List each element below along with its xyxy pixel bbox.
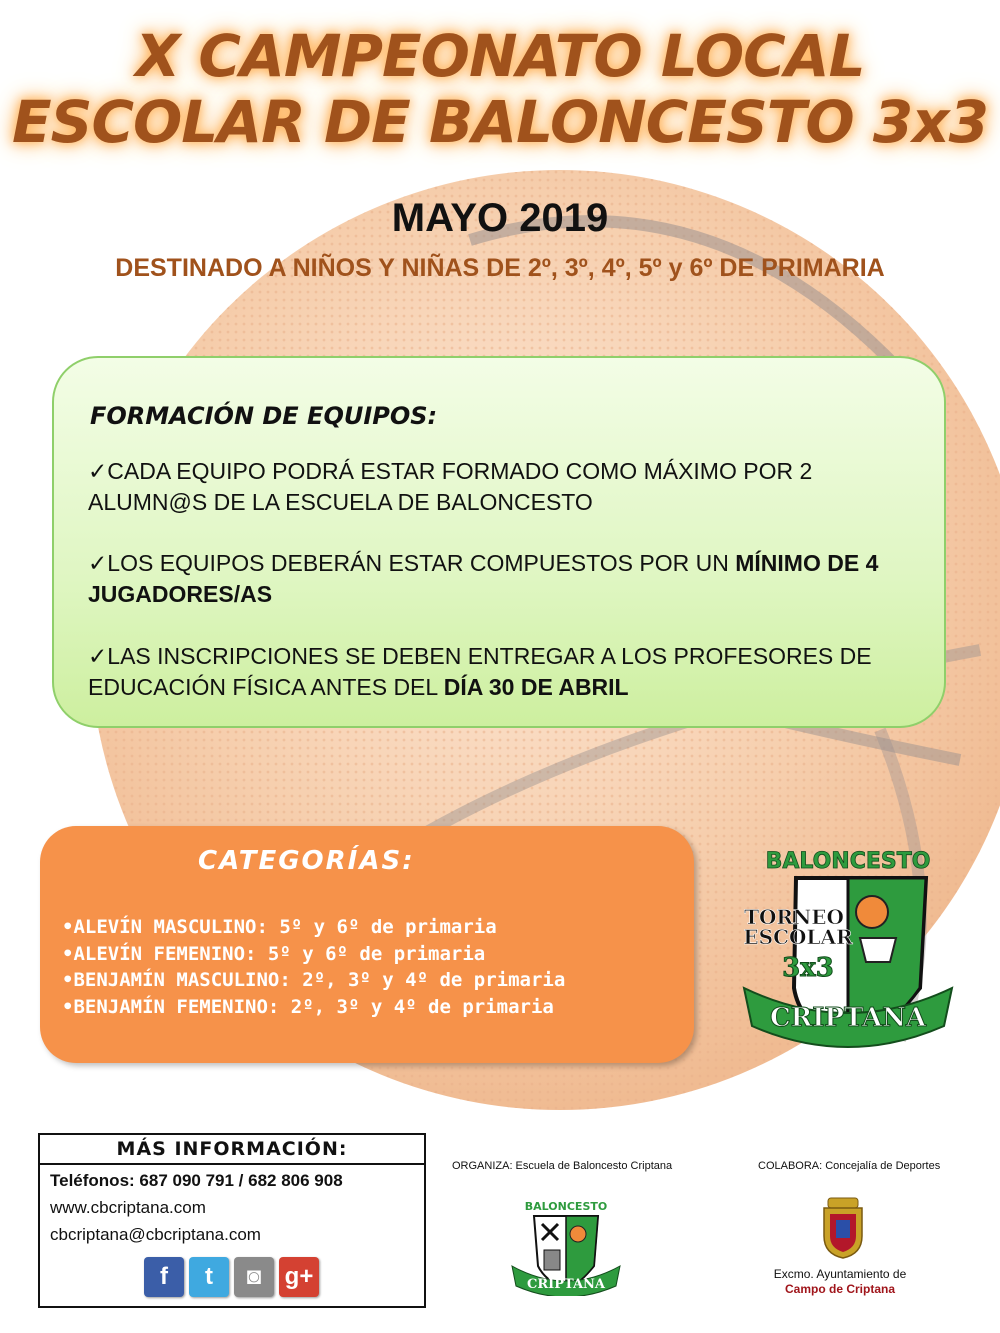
category-item: •BENJAMÍN MASCULINO: 2º, 3º y 4º de primaria xyxy=(62,969,566,991)
team-formation-title: FORMACIÓN DE EQUIPOS: xyxy=(90,402,438,430)
check-icon: ✓ xyxy=(88,550,108,576)
phone-numbers: Teléfonos: 687 090 791 / 682 806 908 xyxy=(50,1171,343,1190)
title-line-1: X CAMPEONATO LOCAL xyxy=(135,22,865,90)
category-item: •ALEVÍN MASCULINO: 5º y 6º de primaria xyxy=(62,916,497,938)
facebook-icon[interactable]: f xyxy=(144,1257,184,1297)
formation-rule-3-bold: DÍA 30 DE ABRIL xyxy=(443,674,629,700)
category-item: •BENJAMÍN FEMENINO: 2º, 3º y 4º de primaria xyxy=(62,996,554,1018)
website-link[interactable]: www.cbcriptana.com xyxy=(50,1198,206,1217)
twitter-icon[interactable]: t xyxy=(189,1257,229,1297)
logo-ribbon-text: CRIPTANA xyxy=(769,1003,927,1033)
town-crest-icon xyxy=(818,1196,868,1260)
categories-title: CATEGORÍAS: xyxy=(198,846,415,876)
formation-rule-2-text: LOS EQUIPOS DEBERÁN ESTAR COMPUESTOS POR UN xyxy=(107,550,736,576)
formation-rule-1 xyxy=(88,456,918,518)
logo-escolar-text: ESCOLAR xyxy=(743,925,853,949)
collaborator-label: COLABORA: Concejalía de Deportes xyxy=(758,1160,941,1172)
logo-top-text: BALONCESTO xyxy=(765,849,931,874)
google-plus-icon[interactable]: g+ xyxy=(279,1257,319,1297)
check-icon: ✓ xyxy=(88,458,108,484)
category-item: •ALEVÍN FEMENINO: 5º y 6º de primaria xyxy=(62,943,486,965)
title-line-2: ESCOLAR DE BALONCESTO 3x3 xyxy=(12,88,988,156)
club-logo-ribbon-text: CRIPTANA xyxy=(526,1277,606,1292)
check-icon: ✓ xyxy=(88,643,108,669)
town-hall-line-1: Excmo. Ayuntamiento de xyxy=(773,1267,907,1281)
logo-torneo-text: TORNEO xyxy=(744,905,844,929)
formation-rule-3-text: LAS INSCRIPCIONES SE DEBEN ENTREGAR A LOS PROFESORES DE EDUCACIÓN FÍSICA ANTES DEL xyxy=(88,643,872,700)
formation-rule-2-bold: MÍNIMO DE 4 JUGADORES/AS xyxy=(88,550,879,607)
social-links xyxy=(144,1257,319,1297)
logo-format-text: 3x3 xyxy=(782,953,834,983)
club-logo xyxy=(510,1196,622,1296)
more-info-box xyxy=(38,1133,426,1308)
team-formation-panel xyxy=(52,356,946,728)
formation-rule-2 xyxy=(88,548,918,610)
tournament-logo xyxy=(738,838,958,1060)
formation-rule-3 xyxy=(88,641,918,703)
email-link[interactable]: cbcriptana@cbcriptana.com xyxy=(50,1225,261,1244)
club-logo-top-text: BALONCESTO xyxy=(524,1200,608,1213)
more-info-title: MÁS INFORMACIÓN: xyxy=(40,1135,424,1165)
organizer-label: ORGANIZA: Escuela de Baloncesto Criptana xyxy=(452,1160,673,1172)
event-month: MAYO 2019 xyxy=(391,196,609,240)
instagram-icon[interactable]: ◙ xyxy=(234,1257,274,1297)
town-hall-line-2: Campo de Criptana xyxy=(784,1282,895,1296)
formation-rule-1-text: CADA EQUIPO PODRÁ ESTAR FORMADO COMO MÁXIMO POR 2 ALUMN@S DE LA ESCUELA DE BALONCESTO xyxy=(88,458,813,515)
target-audience: DESTINADO A NIÑOS Y NIÑAS DE 2º, 3º, 4º, 5º y 6º DE PRIMARIA xyxy=(115,254,885,282)
categories-panel xyxy=(40,826,694,1063)
